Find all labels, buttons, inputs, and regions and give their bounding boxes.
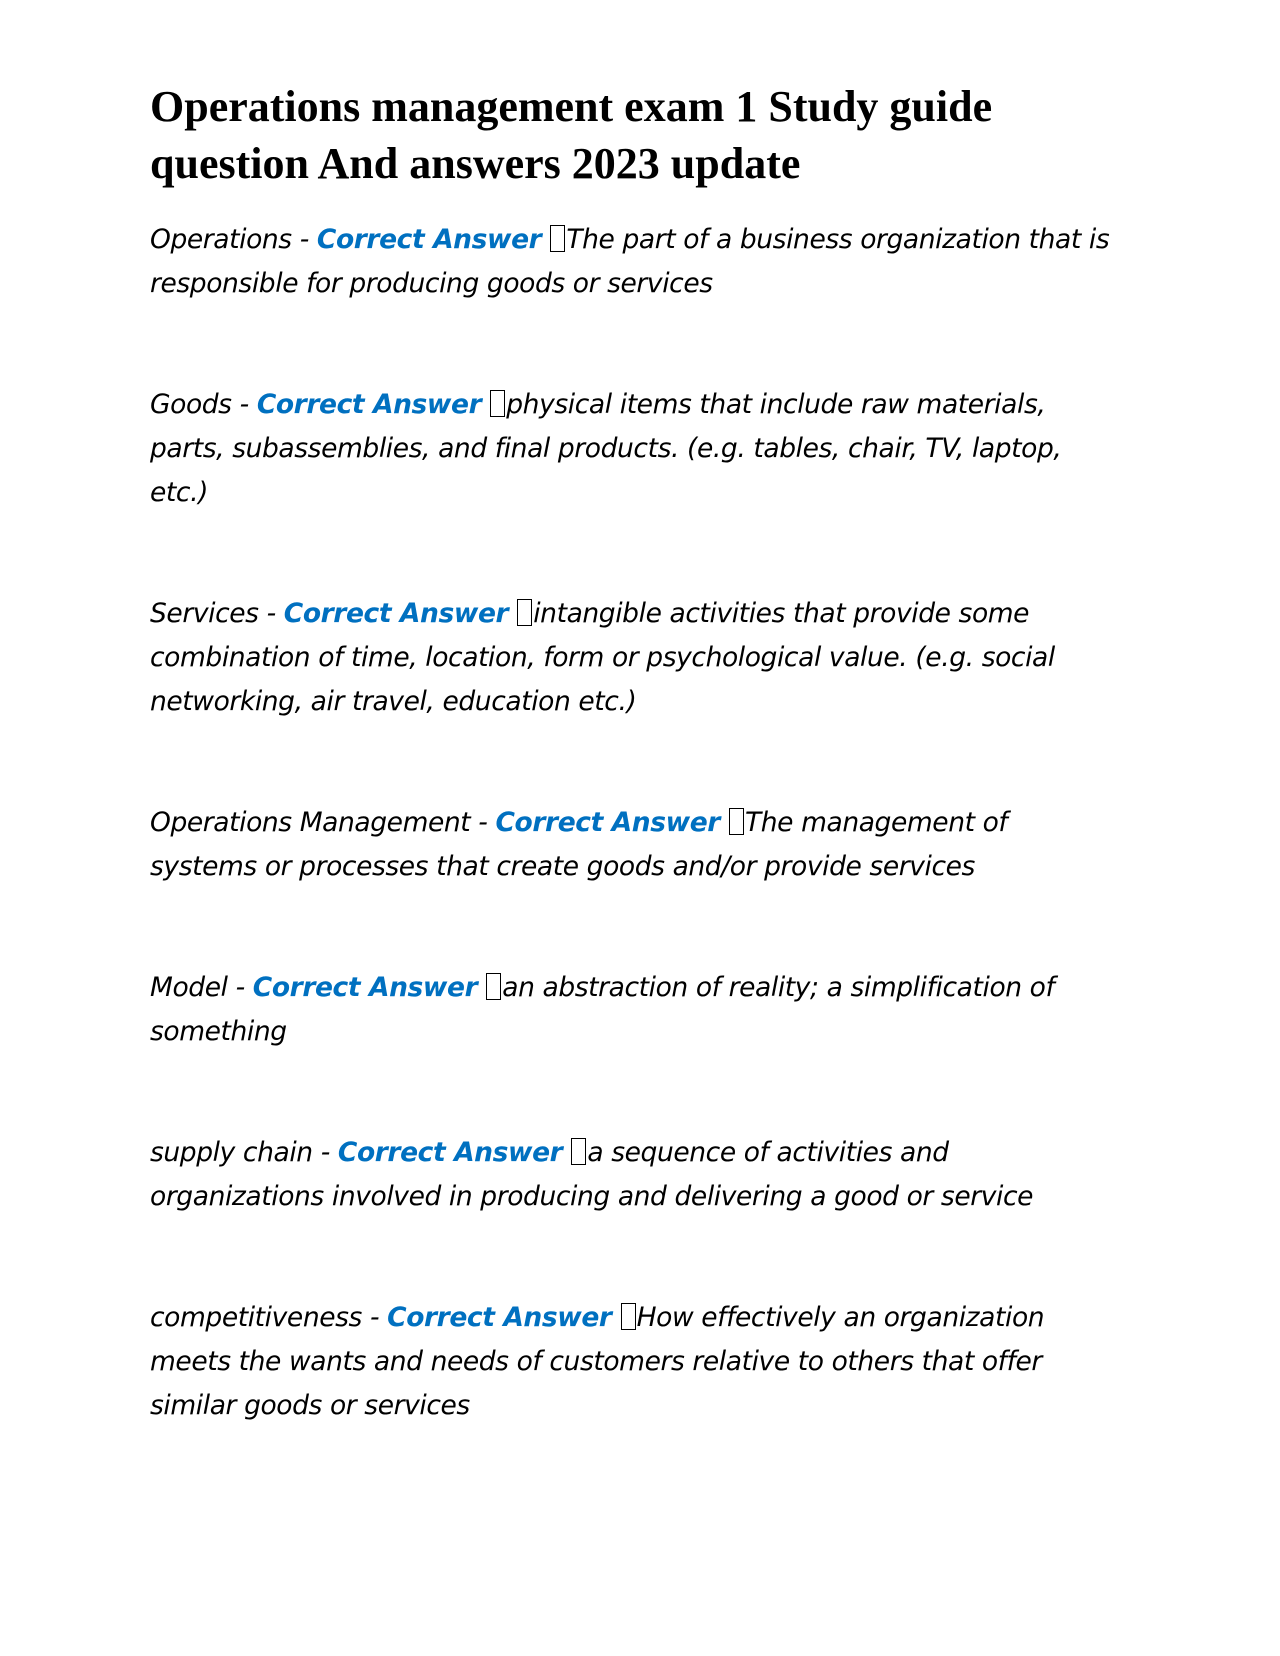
entry-separator: - [227,972,253,1003]
entry-term: Services [150,598,259,629]
entry-separator: - [470,807,496,838]
entry-separator: - [361,1302,388,1333]
entry-separator: - [231,389,257,420]
missing-glyph-icon [490,390,505,417]
correct-answer-label: Correct Answer [252,972,478,1003]
qa-entry [150,218,1110,306]
correct-answer-label: Correct Answer [316,224,542,255]
entry-definition: The part of a business organization that is responsible for producing goods or services [150,224,1110,299]
correct-answer-label: Correct Answer [387,1302,612,1333]
qa-entry [150,383,1110,515]
entry-term: supply chain [150,1137,313,1168]
entry-definition: physical items that include raw materials, parts, subassemblies, and final products. (e.g. tables, chair, TV, laptop, etc.) [150,389,1062,508]
entry-definition: a sequence of activities and organizations involved in producing and delivering a good or service [150,1137,1034,1212]
missing-glyph-icon [621,1303,636,1330]
correct-answer-label: Correct Answer [256,389,482,420]
missing-glyph-icon [517,599,532,626]
entry-term: competitiveness [150,1302,362,1333]
entry-term: Model [150,972,228,1003]
correct-answer-label: Correct Answer [337,1137,563,1168]
entry-definition: intangible activities that provide some combination of time, location, form or psychological value. (e.g. social networking, air travel, education etc.) [150,598,1055,717]
correct-answer-label: Correct Answer [495,807,720,838]
missing-glyph-icon [550,225,565,252]
entry-definition: How effectively an organization meets the wants and needs of customers relative to others that offer similar goods or services [150,1302,1045,1421]
entry-separator: - [258,598,284,629]
entry-separator: - [291,224,317,255]
qa-entry [150,1296,1110,1428]
qa-entry [150,966,1110,1054]
correct-answer-label: Correct Answer [283,598,509,629]
qa-entry [150,592,1110,724]
missing-glyph-icon [486,973,501,1000]
entry-definition: an abstraction of reality; a simplification of something [150,972,1055,1047]
entry-separator: - [312,1137,338,1168]
qa-entry [150,1131,1110,1219]
entry-term: Operations [150,224,292,255]
entry-term: Operations Management [150,807,471,838]
document-title: Operations management exam 1 Study guide question And answers 2023 update [150,82,993,188]
qa-list [150,218,1110,1505]
entry-definition: The management of systems or processes that create goods and/or provide services [150,807,1008,882]
entry-term: Goods [150,389,232,420]
qa-entry [150,801,1110,889]
missing-glyph-icon [571,1138,586,1165]
missing-glyph-icon [729,808,744,835]
